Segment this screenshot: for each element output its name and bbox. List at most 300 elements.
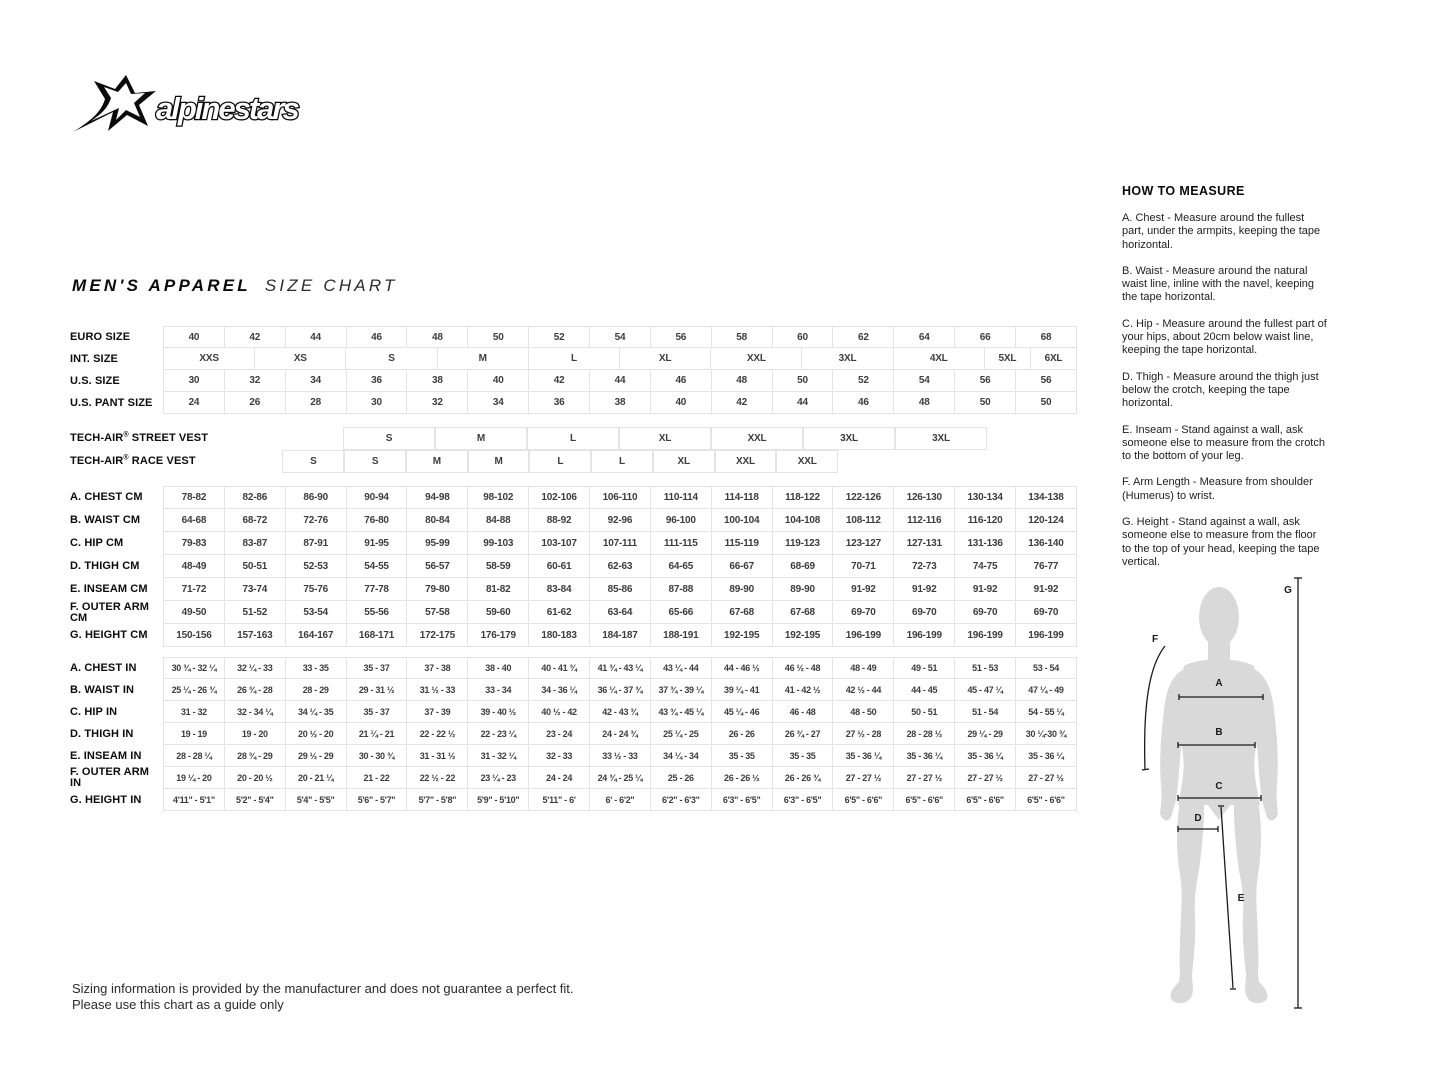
size-cell: 76-80 [346, 509, 407, 532]
row-label: B. WAIST IN [70, 683, 135, 696]
size-cell: 87-91 [285, 532, 346, 555]
how-to-measure-panel [1122, 184, 1328, 582]
size-cell: 55-56 [346, 601, 407, 624]
size-cell [898, 450, 958, 473]
size-cell: L [529, 450, 591, 473]
page-title-main: MEN'S APPAREL [72, 276, 251, 295]
size-cell: 37 ¾ - 39 ¼ [650, 679, 711, 701]
size-cell: 25 - 26 [650, 767, 711, 789]
table-row [70, 789, 1077, 811]
size-cell: 19 ¼ - 20 [163, 767, 224, 789]
size-cell: 31 - 31 ½ [406, 745, 467, 767]
table-row [70, 348, 1077, 370]
size-cell: 196-199 [893, 624, 954, 647]
size-cell: 40 ½ - 42 [528, 701, 589, 723]
size-cell: 56 [954, 370, 1015, 392]
size-cell: XXL [715, 450, 777, 473]
registered-mark: ® [123, 431, 129, 439]
size-cell: 19 - 19 [163, 723, 224, 745]
size-cell: 50-51 [224, 555, 285, 578]
size-cell: 188-191 [650, 624, 711, 647]
size-cell: 44 - 45 [893, 679, 954, 701]
size-cell: 56 [650, 326, 711, 348]
size-cell: 5'9" - 5'10" [467, 789, 528, 811]
size-cell: 157-163 [224, 624, 285, 647]
size-cell: 88-92 [528, 509, 589, 532]
size-cell: S [344, 450, 406, 473]
table-row [70, 486, 1077, 509]
size-cell: 168-171 [346, 624, 407, 647]
size-cell: 96-100 [650, 509, 711, 532]
row-cells [163, 767, 1077, 789]
size-cell: 99-103 [467, 532, 528, 555]
label-f: F [1151, 634, 1159, 645]
size-cell: 38 [589, 392, 650, 414]
size-cell: 35 - 37 [346, 701, 407, 723]
size-cell: 78-82 [163, 486, 224, 509]
measure-instruction: C. Hip - Measure around the fullest part of your hips, about 20cm below waist line, keeping the tape horizontal. [1122, 317, 1327, 357]
row-label: F. OUTER ARM CM [70, 600, 150, 624]
size-cell: M [406, 450, 468, 473]
size-cell: 50 [954, 392, 1015, 414]
size-cell: 46 [650, 370, 711, 392]
size-cell: 35 - 36 ¼ [1015, 745, 1077, 767]
size-cell: 66 [954, 326, 1015, 348]
size-cell: 77-78 [346, 578, 407, 601]
size-cell: 50 [1015, 392, 1077, 414]
size-cell: 63-64 [589, 601, 650, 624]
size-cell: 48-49 [163, 555, 224, 578]
size-cell: 123-127 [832, 532, 893, 555]
size-cell: 53 - 54 [1015, 657, 1077, 679]
size-cell: 29 ¼ - 29 [954, 723, 1015, 745]
row-cells [163, 578, 1077, 601]
size-cell: 44 - 46 ½ [711, 657, 772, 679]
measure-instruction: G. Height - Stand against a wall, ask someone else to measure from the floor to the top of your head, keeping the tape vertical. [1122, 516, 1320, 568]
size-cell: L [528, 348, 619, 370]
size-cell: 68-72 [224, 509, 285, 532]
size-cell: 111-115 [650, 532, 711, 555]
size-cell: 22 - 23 ¼ [467, 723, 528, 745]
size-cell: 51 - 53 [954, 657, 1015, 679]
row-label: D. THIGH IN [70, 727, 134, 740]
size-cell: 83-84 [528, 578, 589, 601]
size-cell: 80-84 [406, 509, 467, 532]
size-cell: 90-94 [346, 486, 407, 509]
size-cell: 29 ½ - 29 [285, 745, 346, 767]
size-cell: 6' - 6'2" [589, 789, 650, 811]
row-label: D. THIGH CM [70, 560, 140, 572]
height-line-g [1294, 578, 1302, 1008]
size-cell: 3XL [801, 348, 892, 370]
size-cell: 24 [163, 392, 224, 414]
size-cell: 118-122 [772, 486, 833, 509]
row-label: C. HIP CM [70, 537, 124, 549]
size-cell: 103-107 [528, 532, 589, 555]
size-cell: 39 ¼ - 41 [711, 679, 772, 701]
size-cell: 196-199 [1015, 624, 1077, 647]
size-cell: 24 ¾ - 25 ¼ [589, 767, 650, 789]
row-label: TECH-AIR® STREET VEST [70, 431, 209, 444]
size-cell: 127-131 [893, 532, 954, 555]
row-label: EURO SIZE [70, 330, 131, 343]
size-cell: 59-60 [467, 601, 528, 624]
size-cell: 66-67 [711, 555, 772, 578]
size-cell [253, 427, 343, 450]
size-cell: 28 ¾ - 29 [224, 745, 285, 767]
registered-mark: ® [123, 454, 129, 462]
row-label: U.S. SIZE [70, 374, 120, 387]
size-cell: 84-88 [467, 509, 528, 532]
size-cell: 35 - 37 [346, 657, 407, 679]
size-cell: 40 [650, 392, 711, 414]
size-cell: 6'5" - 6'6" [1015, 789, 1077, 811]
size-cell: 48 [711, 370, 772, 392]
size-cell: 48 - 50 [832, 701, 893, 723]
table-row [70, 745, 1077, 767]
size-cell: 32 ¼ - 33 [224, 657, 285, 679]
how-to-measure-heading: HOW TO MEASURE [1122, 184, 1245, 198]
size-cell: 45 - 47 ¼ [954, 679, 1015, 701]
size-table [70, 326, 1077, 811]
size-cell: 28 [285, 392, 346, 414]
size-cell: 60 [772, 326, 833, 348]
alpinestars-wordmark: alpinestars [156, 91, 298, 126]
label-a: A [1215, 678, 1223, 689]
disclaimer [72, 981, 574, 1012]
size-cell: 172-175 [406, 624, 467, 647]
size-cell: 24 - 24 [528, 767, 589, 789]
size-cell: 47 ¼ - 49 [1015, 679, 1077, 701]
size-cell: 6'2" - 6'3" [650, 789, 711, 811]
size-cell: 67-68 [772, 601, 833, 624]
measure-instruction: F. Arm Length - Measure from shoulder (Humerus) to wrist. [1122, 476, 1313, 502]
size-cell: 192-195 [772, 624, 833, 647]
size-cell: 176-179 [467, 624, 528, 647]
size-cell: 5'4" - 5'5" [285, 789, 346, 811]
size-cell: 25 ¼ - 25 [650, 723, 711, 745]
row-cells [163, 392, 1077, 414]
size-cell: 48 - 49 [832, 657, 893, 679]
size-cell: 52 [832, 370, 893, 392]
size-cell: 48 [406, 326, 467, 348]
size-cell: 54 [589, 326, 650, 348]
size-cell: 180-183 [528, 624, 589, 647]
size-cell: XXL [710, 348, 801, 370]
measure-instruction: D. Thigh - Measure around the thigh just below the crotch, keeping the tape horizontal. [1122, 370, 1319, 410]
size-cell: 164-167 [285, 624, 346, 647]
size-cell: 6'5" - 6'6" [954, 789, 1015, 811]
size-cell: 196-199 [832, 624, 893, 647]
row-cells [163, 427, 1077, 450]
size-cell: 27 - 27 ½ [893, 767, 954, 789]
size-cell: 35 - 36 ¼ [832, 745, 893, 767]
table-row [70, 555, 1077, 578]
size-cell: 136-140 [1015, 532, 1077, 555]
size-cell: 57-58 [406, 601, 467, 624]
size-cell: 62 [832, 326, 893, 348]
size-cell: 64 [893, 326, 954, 348]
size-cell: 184-187 [589, 624, 650, 647]
size-cell: 100-104 [711, 509, 772, 532]
size-cell: 49 - 51 [893, 657, 954, 679]
size-cell [223, 450, 283, 473]
size-cell: XL [619, 348, 710, 370]
size-cell [987, 427, 1032, 450]
size-cell: 72-76 [285, 509, 346, 532]
size-cell: 52-53 [285, 555, 346, 578]
size-cell: 36 [346, 370, 407, 392]
size-cell: 52 [528, 326, 589, 348]
measure-instruction: B. Waist - Measure around the natural waist line, inline with the navel, keeping the tape horizontal. [1122, 264, 1315, 304]
size-cell: 46 - 48 [772, 701, 833, 723]
size-cell: 87-88 [650, 578, 711, 601]
row-cells [163, 326, 1077, 348]
size-cell: 19 - 20 [224, 723, 285, 745]
row-cells [163, 624, 1077, 647]
size-cell: 71-72 [163, 578, 224, 601]
size-cell: 120-124 [1015, 509, 1077, 532]
size-cell: 74-75 [954, 555, 1015, 578]
size-cell: 42 [528, 370, 589, 392]
alpinestars-logo [70, 74, 322, 138]
row-cells [163, 370, 1077, 392]
size-cell: 131-136 [954, 532, 1015, 555]
size-cell: 82-86 [224, 486, 285, 509]
table-row [70, 679, 1077, 701]
size-cell: 49-50 [163, 601, 224, 624]
size-cell: 134-138 [1015, 486, 1077, 509]
size-cell: 95-99 [406, 532, 467, 555]
how-to-measure-items [1122, 212, 1328, 569]
size-cell: 33 - 34 [467, 679, 528, 701]
size-cell: 61-62 [528, 601, 589, 624]
size-cell: 32 - 34 ¼ [224, 701, 285, 723]
size-cell: 94-98 [406, 486, 467, 509]
size-cell: 58-59 [467, 555, 528, 578]
size-cell: S [282, 450, 344, 473]
size-cell: 5'7" - 5'8" [406, 789, 467, 811]
size-cell: 41 - 42 ½ [772, 679, 833, 701]
size-cell: 35 - 36 ¼ [954, 745, 1015, 767]
size-cell: 31 - 32 ¼ [467, 745, 528, 767]
size-cell: 42 [711, 392, 772, 414]
size-cell: 44 [285, 326, 346, 348]
size-cell: 114-118 [711, 486, 772, 509]
size-cell: 22 - 22 ½ [406, 723, 467, 745]
table-row [70, 578, 1077, 601]
row-label: E. INSEAM CM [70, 583, 148, 595]
size-cell: L [591, 450, 653, 473]
size-cell: 35 - 35 [772, 745, 833, 767]
disclaimer-line-2: Please use this chart as a guide only [72, 996, 284, 1012]
row-label: C. HIP IN [70, 705, 118, 718]
size-cell: 31 - 32 [163, 701, 224, 723]
row-cells [163, 745, 1077, 767]
size-cell: 30 ¼-30 ¾ [1015, 723, 1077, 745]
size-cell: 34 ¼ - 35 [285, 701, 346, 723]
size-cell: 72-73 [893, 555, 954, 578]
size-cell: 91-95 [346, 532, 407, 555]
size-cell: XXL [776, 450, 838, 473]
row-cells [163, 723, 1077, 745]
size-cell: 26 ¾ - 28 [224, 679, 285, 701]
size-cell: 70-71 [832, 555, 893, 578]
size-cell: 20 ½ - 20 [285, 723, 346, 745]
size-cell: 91-92 [832, 578, 893, 601]
row-label: F. OUTER ARM IN [70, 766, 150, 789]
measure-instruction: E. Inseam - Stand against a wall, ask someone else to measure from the crotch to the bottom of your leg. [1122, 423, 1325, 463]
size-cell: 26 [224, 392, 285, 414]
row-cells [163, 348, 1077, 370]
size-cell: 37 - 39 [406, 701, 467, 723]
size-cell: 30 ¾ - 32 ¼ [163, 657, 224, 679]
size-cell: 36 ¼ - 37 ¾ [589, 679, 650, 701]
table-row [70, 450, 1077, 473]
size-cell: 92-96 [589, 509, 650, 532]
row-cells [163, 601, 1077, 624]
size-cell: 38 - 40 [467, 657, 528, 679]
size-cell: 33 - 35 [285, 657, 346, 679]
table-row [70, 723, 1077, 745]
size-cell: 126-130 [893, 486, 954, 509]
size-cell: 122-126 [832, 486, 893, 509]
size-cell: 28 - 28 ¼ [163, 745, 224, 767]
size-cell: 42 [224, 326, 285, 348]
size-cell: 91-92 [1015, 578, 1077, 601]
size-cell: 26 - 26 [711, 723, 772, 745]
page-title-sub: SIZE CHART [264, 276, 398, 295]
size-cell: 3XL [803, 427, 895, 450]
size-cell: 26 ¾ - 27 [772, 723, 833, 745]
page-title [72, 276, 398, 296]
size-cell: XL [619, 427, 711, 450]
size-cell: XS [254, 348, 345, 370]
row-cells [163, 679, 1077, 701]
row-label: TECH-AIR® RACE VEST [70, 454, 196, 467]
row-cells [163, 450, 1077, 473]
size-cell: 40 - 41 ¾ [528, 657, 589, 679]
body-measurement-figure [1120, 570, 1320, 1020]
size-cell: XL [653, 450, 715, 473]
row-cells [163, 532, 1077, 555]
size-cell: M [468, 450, 530, 473]
label-c: C [1215, 781, 1223, 792]
size-cell: 30 - 30 ¾ [346, 745, 407, 767]
size-cell: 20 - 21 ¼ [285, 767, 346, 789]
row-label: A. CHEST IN [70, 661, 137, 674]
size-cell [1017, 450, 1077, 473]
size-cell: 31 ½ - 33 [406, 679, 467, 701]
table-row [70, 701, 1077, 723]
size-cell: 51 - 54 [954, 701, 1015, 723]
size-cell: 116-120 [954, 509, 1015, 532]
size-cell: 34 [467, 392, 528, 414]
size-cell: 6'3" - 6'5" [711, 789, 772, 811]
label-d: D [1194, 813, 1202, 824]
size-cell: 45 ¼ - 46 [711, 701, 772, 723]
size-cell: 30 [346, 392, 407, 414]
size-cell: 54-55 [346, 555, 407, 578]
size-cell: 58 [711, 326, 772, 348]
table-row [70, 657, 1077, 679]
size-cell: 26 - 26 ¾ [772, 767, 833, 789]
size-cell: 4XL [893, 348, 984, 370]
size-cell: 25 ¼ - 26 ¾ [163, 679, 224, 701]
size-cell: 29 - 31 ½ [346, 679, 407, 701]
size-cell: 5'6" - 5'7" [346, 789, 407, 811]
size-cell: 34 ¼ - 34 [650, 745, 711, 767]
size-cell: 54 [893, 370, 954, 392]
row-cells [163, 789, 1077, 811]
row-label: B. WAIST CM [70, 514, 141, 526]
size-cell: 68-69 [772, 555, 833, 578]
size-cell: 26 - 26 ½ [711, 767, 772, 789]
size-cell: 34 - 36 ¼ [528, 679, 589, 701]
size-cell: 51-52 [224, 601, 285, 624]
size-cell: 91-92 [954, 578, 1015, 601]
size-cell: 56-57 [406, 555, 467, 578]
size-cell: 64-65 [650, 555, 711, 578]
size-cell: 50 - 51 [893, 701, 954, 723]
size-cell: 81-82 [467, 578, 528, 601]
size-cell: 6'5" - 6'6" [832, 789, 893, 811]
size-cell: 27 ½ - 28 [832, 723, 893, 745]
size-cell: 32 [406, 392, 467, 414]
size-cell: 35 - 36 ¼ [893, 745, 954, 767]
size-cell: 22 ½ - 22 [406, 767, 467, 789]
table-row [70, 624, 1077, 647]
size-cell: 3XL [895, 427, 987, 450]
size-cell: 196-199 [954, 624, 1015, 647]
size-cell: 5'11" - 6' [528, 789, 589, 811]
table-row [70, 392, 1077, 414]
size-cell [838, 450, 898, 473]
size-cell: 112-116 [893, 509, 954, 532]
size-cell: 104-108 [772, 509, 833, 532]
size-cell: 56 [1015, 370, 1077, 392]
size-cell: M [435, 427, 527, 450]
table-row [70, 326, 1077, 348]
size-cell: 5XL [984, 348, 1030, 370]
size-cell: 65-66 [650, 601, 711, 624]
size-cell: XXL [711, 427, 803, 450]
size-cell: 69-70 [1015, 601, 1077, 624]
size-cell: 53-54 [285, 601, 346, 624]
table-row [70, 601, 1077, 624]
size-cell: 60-61 [528, 555, 589, 578]
size-cell: 89-90 [711, 578, 772, 601]
size-cell [958, 450, 1018, 473]
size-cell: 85-86 [589, 578, 650, 601]
size-cell: 150-156 [163, 624, 224, 647]
size-cell: 38 [406, 370, 467, 392]
row-label: G. HEIGHT CM [70, 629, 148, 641]
size-cell: 69-70 [893, 601, 954, 624]
size-cell: 64-68 [163, 509, 224, 532]
size-cell: M [437, 348, 528, 370]
size-cell: 48 [893, 392, 954, 414]
size-cell: 44 [589, 370, 650, 392]
size-cell: 54 - 55 ¼ [1015, 701, 1077, 723]
label-e: E [1237, 893, 1245, 904]
size-cell: 62-63 [589, 555, 650, 578]
size-cell: 69-70 [954, 601, 1015, 624]
size-cell: 23 - 24 [528, 723, 589, 745]
size-cell: 50 [467, 326, 528, 348]
size-cell: 20 - 20 ½ [224, 767, 285, 789]
size-cell: 42 ½ - 44 [832, 679, 893, 701]
